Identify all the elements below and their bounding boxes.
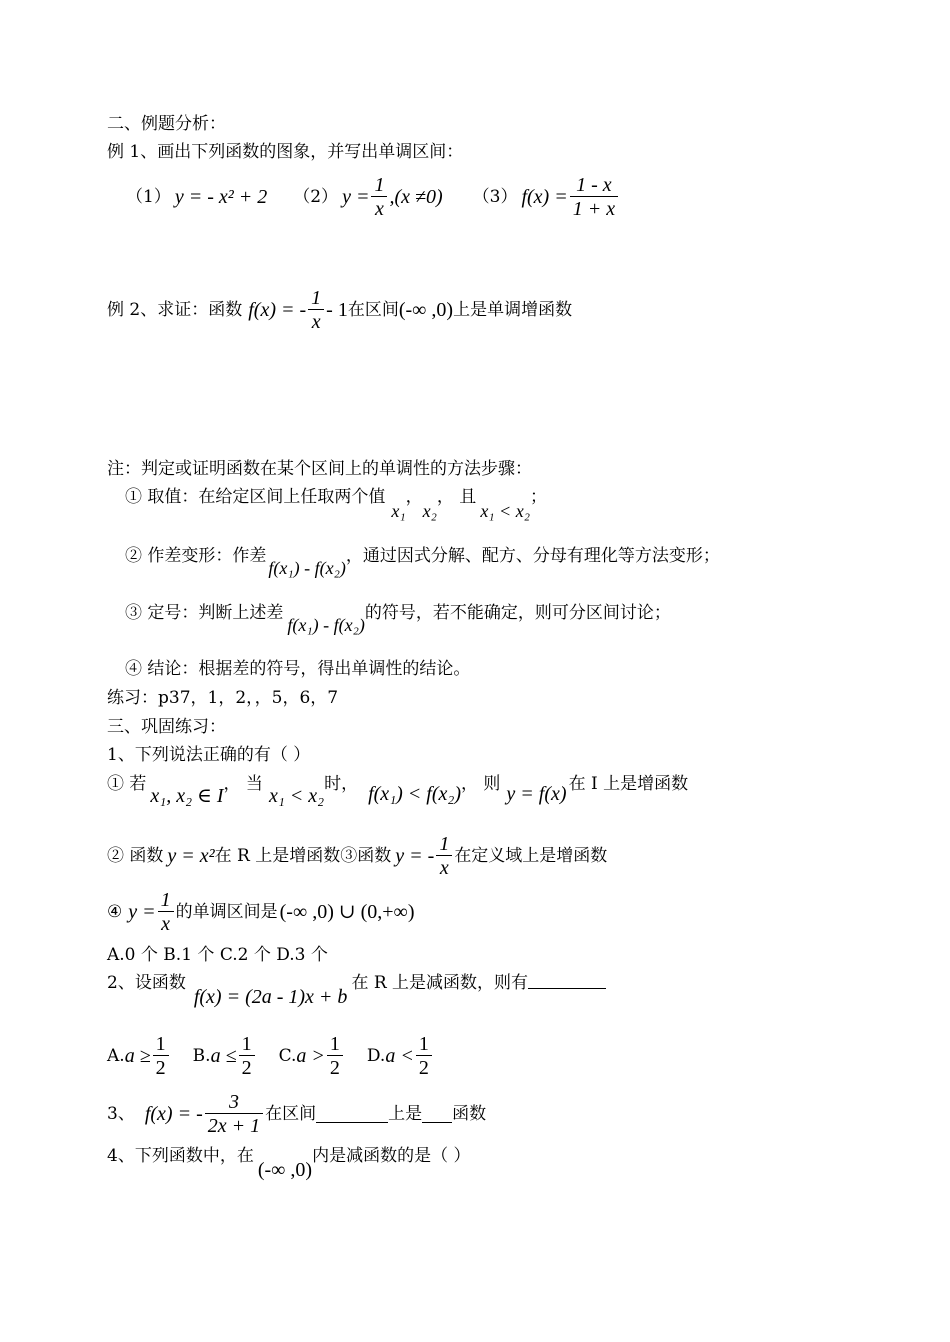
question-3-lhs: f(x) = - bbox=[144, 1103, 203, 1125]
option-1-if: ① 若 bbox=[107, 774, 147, 794]
fraction-denominator: 1 + x bbox=[572, 197, 616, 220]
option-4-fraction bbox=[158, 889, 174, 936]
option-1-set: x₁, x₂ ∈ I bbox=[150, 785, 224, 807]
choice-a-relation: a ≥ bbox=[124, 1045, 151, 1067]
note-title: 注：判定或证明函数在某个区间上的单调性的方法步骤： bbox=[107, 459, 532, 479]
step-3-expr: f(x₁) - f(x₂) bbox=[287, 615, 365, 635]
step-1-text: ① 取值：在给定区间上任取两个值 bbox=[125, 487, 386, 507]
type-blank[interactable] bbox=[422, 1106, 452, 1123]
problem-2-fraction bbox=[371, 174, 387, 221]
fraction-denominator: 2x + 1 bbox=[207, 1114, 261, 1137]
question-2-function: f(x) = (2a - 1)x + b bbox=[193, 986, 348, 1008]
fraction-denominator: 2 bbox=[329, 1056, 340, 1079]
choice-b-relation: a ≤ bbox=[210, 1045, 237, 1067]
note-step-2 bbox=[125, 545, 720, 581]
example-2-constant: - 1 bbox=[326, 299, 348, 321]
example-2 bbox=[107, 282, 572, 338]
option-1-function: y = f(x) bbox=[506, 783, 567, 805]
fraction-numerator: 1 bbox=[308, 287, 324, 310]
choice-c-relation: a > bbox=[296, 1045, 325, 1067]
option-1-inequality: x₁ < x₂ bbox=[268, 785, 325, 807]
question-2-choices bbox=[107, 1028, 434, 1084]
option-1-then: ， 则 bbox=[461, 774, 501, 794]
question-4-prefix: 4、下列函数中，在 bbox=[107, 1146, 254, 1166]
fraction-numerator: 1 bbox=[158, 889, 174, 912]
fraction-denominator: x bbox=[311, 310, 321, 333]
example-2-lhs: f(x) = - bbox=[248, 299, 307, 321]
option-3-function: y = - bbox=[395, 845, 435, 867]
step-2-text: ② 作差变形：作差 bbox=[125, 546, 267, 566]
question-1-option-1 bbox=[107, 773, 688, 813]
step-1-inequality: x₁ < x₂ bbox=[480, 501, 530, 521]
fraction-numerator: 1 bbox=[416, 1033, 432, 1056]
step-1-x2: x₂ bbox=[422, 501, 437, 521]
question-3-function-text: 函数 bbox=[452, 1104, 487, 1124]
choice-d-label: D. bbox=[366, 1046, 386, 1066]
section-heading: 二、例题分析： bbox=[107, 114, 226, 134]
option-1-f-inequality: f(x₁) < f(x₂) bbox=[368, 783, 462, 805]
choice-b-label: B. bbox=[192, 1046, 211, 1066]
choice-c-label: C. bbox=[278, 1046, 297, 1066]
fraction-denominator: x bbox=[161, 912, 171, 935]
question-1-option-4 bbox=[107, 886, 414, 938]
option-4-prefix: ④ bbox=[107, 902, 123, 922]
fraction-denominator: x bbox=[439, 856, 449, 879]
interval-blank[interactable] bbox=[316, 1106, 388, 1123]
problem-3-label: （3） bbox=[472, 187, 518, 207]
option-1-time: 时， bbox=[324, 774, 359, 794]
fraction-denominator: x bbox=[374, 197, 384, 220]
option-4-lhs: y = bbox=[128, 901, 156, 923]
problem-3-lhs: f(x) = bbox=[521, 186, 568, 208]
fraction-denominator: 2 bbox=[418, 1056, 429, 1079]
question-2-text: 在 R 上是减函数，则有 bbox=[351, 973, 529, 993]
choice-d-fraction bbox=[416, 1033, 432, 1080]
step-1-comma: ， bbox=[405, 487, 423, 507]
choice-c-fraction bbox=[327, 1033, 343, 1080]
example-1-title: 例 1、画出下列函数的图象，并写出单调区间： bbox=[107, 142, 464, 162]
question-4-interval: (-∞ ,0) bbox=[257, 1159, 313, 1181]
fraction-denominator: 2 bbox=[241, 1056, 252, 1079]
example-2-prefix: 例 2、求证：函数 bbox=[107, 300, 243, 320]
practice-line: 练习：p37，1，2，，5，6，7 bbox=[107, 688, 339, 708]
fraction-numerator: 1 bbox=[327, 1033, 343, 1056]
note-step-4: ④ 结论：根据差的符号，得出单调性的结论。 bbox=[125, 659, 471, 679]
question-3-interval-text: 在区间 bbox=[265, 1104, 317, 1124]
question-3-fraction bbox=[205, 1091, 263, 1138]
example-2-interval: (-∞ ,0) bbox=[398, 299, 454, 321]
option-3-text: 在定义域上是增函数 bbox=[454, 846, 608, 866]
fraction-numerator: 1 bbox=[239, 1033, 255, 1056]
option-4-interval: (-∞ ,0) ∪ (0,+∞) bbox=[279, 901, 415, 923]
option-2-prefix: ② 函数 bbox=[107, 846, 164, 866]
question-4-text: 内是减函数的是（ ） bbox=[312, 1146, 471, 1166]
problem-2-condition: ,(x ≠0) bbox=[389, 186, 443, 208]
question-1-stem: 1、下列说法正确的有（ ） bbox=[107, 745, 311, 765]
step-3-text: ③ 定号：判断上述差 bbox=[125, 603, 284, 623]
option-3-fraction bbox=[436, 833, 452, 880]
question-2-stem bbox=[107, 972, 606, 1012]
question-2-prefix: 2、设函数 bbox=[107, 973, 186, 993]
step-1-end: ； bbox=[529, 487, 547, 507]
fraction-denominator: 2 bbox=[155, 1056, 166, 1079]
example-2-fraction bbox=[308, 287, 324, 334]
option-1-when: ， 当 bbox=[223, 774, 263, 794]
example-2-conclusion: 上是单调增函数 bbox=[453, 300, 573, 320]
example-1-problems bbox=[126, 170, 620, 224]
question-1-option-2-3 bbox=[107, 830, 607, 882]
step-1-and: ， 且 bbox=[436, 487, 477, 507]
example-2-text: 在区间 bbox=[347, 300, 399, 320]
problem-2-label: （2） bbox=[293, 187, 339, 207]
choice-a-label: A. bbox=[107, 1046, 125, 1066]
option-1-conclusion: 在 I 上是增函数 bbox=[568, 774, 689, 794]
question-3-prefix: 3、 bbox=[107, 1104, 135, 1124]
option-2-function: y = x² bbox=[167, 845, 215, 867]
question-3 bbox=[107, 1086, 486, 1142]
question-1-choices: A.0 个 B.1 个 C.2 个 D.3 个 bbox=[107, 945, 328, 965]
fraction-numerator: 3 bbox=[205, 1091, 263, 1114]
choice-b-fraction bbox=[239, 1033, 255, 1080]
problem-2-lhs: y = bbox=[342, 186, 370, 208]
choice-d-relation: a < bbox=[385, 1045, 414, 1067]
problem-1-expr: y = - x² + 2 bbox=[174, 186, 268, 208]
option-4-text: 的单调区间是 bbox=[175, 902, 278, 922]
question-4 bbox=[107, 1145, 470, 1185]
question-3-is-text: 上是 bbox=[388, 1104, 423, 1124]
fraction-numerator: 1 - x bbox=[570, 174, 618, 197]
step-3-end: 的符号，若不能确定，则可分区间讨论； bbox=[364, 603, 671, 623]
option-2-text: 在 R 上是增函数③函数 bbox=[214, 846, 392, 866]
section-heading: 三、巩固练习： bbox=[107, 717, 226, 737]
choice-a-fraction bbox=[153, 1033, 169, 1080]
answer-blank[interactable] bbox=[528, 972, 606, 989]
fraction-numerator: 1 bbox=[436, 833, 452, 856]
note-step-1 bbox=[125, 486, 547, 522]
problem-1-label: （1） bbox=[126, 187, 171, 207]
note-step-3 bbox=[125, 602, 671, 638]
step-1-x1: x₁ bbox=[391, 501, 406, 521]
step-2-expr: f(x₁) - f(x₂) bbox=[268, 558, 346, 578]
problem-3-fraction bbox=[570, 174, 618, 221]
fraction-numerator: 1 bbox=[371, 174, 387, 197]
step-2-end: ，通过因式分解、配方、分母有理化等方法变形； bbox=[345, 546, 720, 566]
fraction-numerator: 1 bbox=[153, 1033, 169, 1056]
